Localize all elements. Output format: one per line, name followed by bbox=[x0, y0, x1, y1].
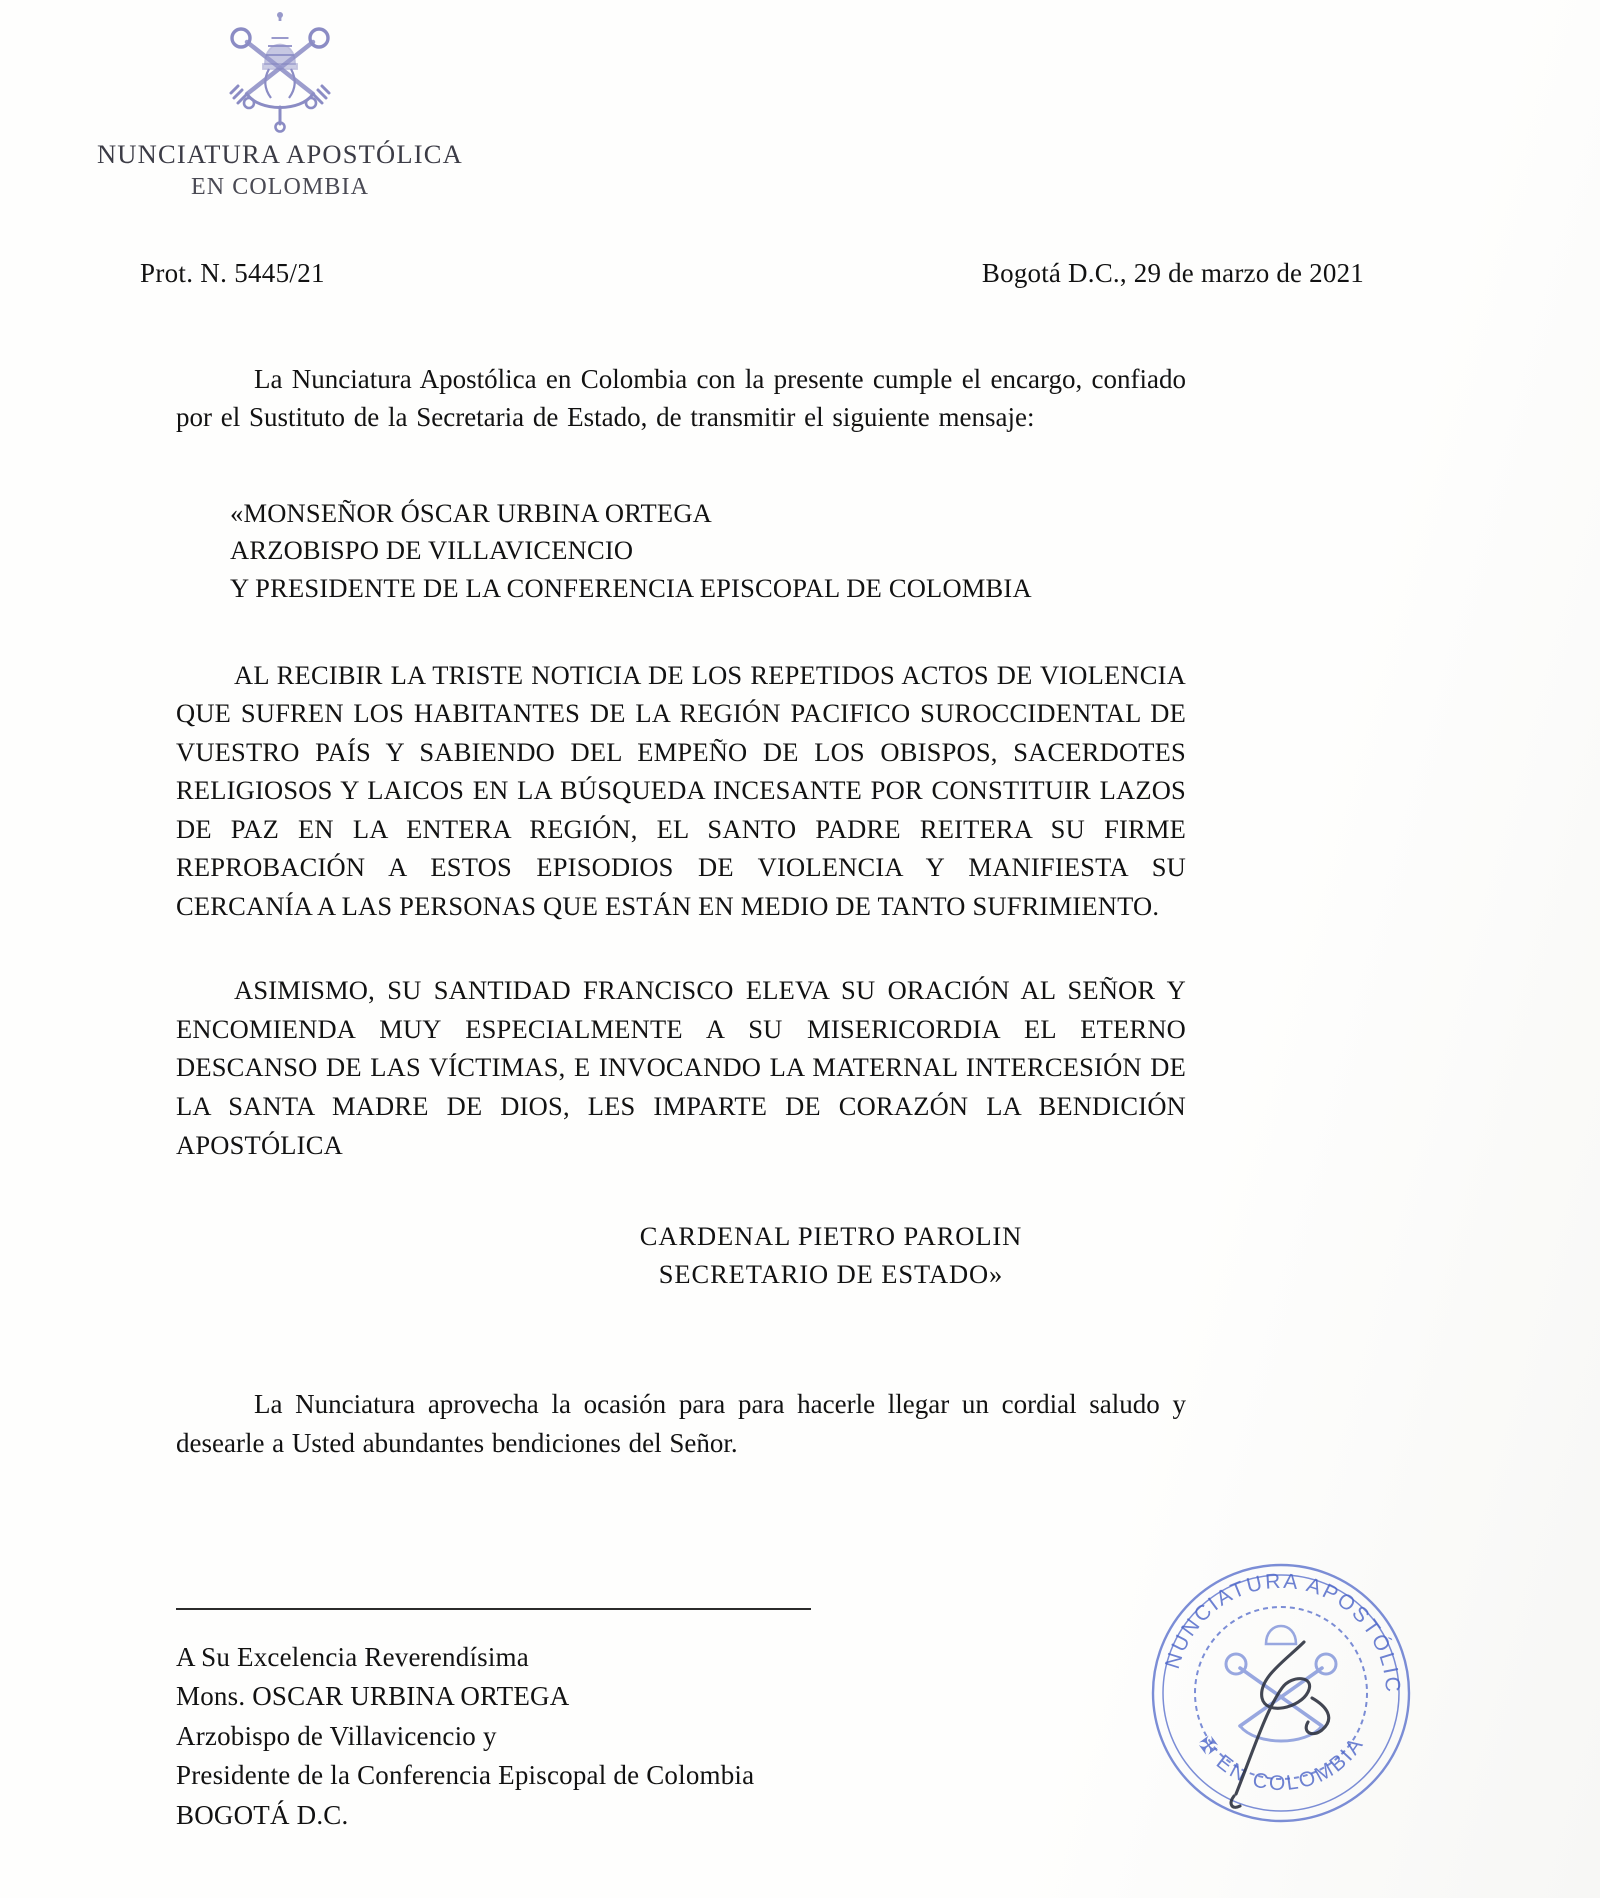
addressee-line-3: Arzobispo de Villavicencio y bbox=[176, 1720, 497, 1751]
signatory-title: SECRETARIO DE ESTADO» bbox=[658, 1258, 1004, 1289]
official-seal-stamp-icon bbox=[1127, 1530, 1426, 1838]
signatory-name: CARDENAL PIETRO PAROLIN bbox=[639, 1221, 1023, 1252]
closing-paragraph: La Nunciatura aprovecha la ocasión para para hacerle llegar un cordial saludo y desearle a Usted abundantes bendiciones del Señor. bbox=[176, 1389, 1186, 1458]
intro-paragraph: La Nunciatura Apostólica en Colombia con la presente cumple el encargo, confiado por el Sustituto de la Secretaria de Estado, de transmitir el siguiente mensaje: bbox=[176, 364, 1186, 433]
message-paragraph-1: AL RECIBIR LA TRISTE NOTICIA DE LOS REPETIDOS ACTOS DE VIOLENCIA QUE SUFREN LOS HABITANTES DE LA REGIÓN PACIFICO SUROCCIDENTAL DE VUESTRO PAÍS Y SABIENDO DEL EMPEÑO DE LOS OBISPOS, SACERDOTES RELIGIOSOS Y LAICOS EN LA BÚSQUEDA INCESANTE POR CONSTITUIR LAZOS DE PAZ EN LA ENTERA REGIÓN, EL SANTO PADRE REITERA SU FIRME REPROBACIÓN A ESTOS EPISODIOS DE VIOLENCIA Y MANIFIESTA SU CERCANÍA A LAS PERSONAS QUE ESTÁN EN MEDIO DE TANTO SUFRIMIENTO. bbox=[176, 659, 1186, 921]
protocol-date-row bbox=[140, 258, 1460, 289]
letter-body bbox=[176, 360, 1186, 1462]
addressee-line-2: Mons. OSCAR URBINA ORTEGA bbox=[176, 1681, 570, 1712]
protocol-number: Prot. N. 5445/21 bbox=[140, 258, 325, 288]
letterhead-line-2: EN COLOMBIA bbox=[190, 174, 370, 200]
recipient-line-2: ARZOBISPO DE VILLAVICENCIO bbox=[230, 535, 634, 566]
seal-text-top: NUNCIATURA APOSTÓLICA bbox=[1127, 1530, 1405, 1696]
addressee-line-5: BOGOTÁ D.C. bbox=[176, 1799, 349, 1830]
message-paragraph-2: ASIMISMO, SU SANTIDAD FRANCISCO ELEVA SU ORACIÓN AL SEÑOR Y ENCOMIENDA MUY ESPECIALMENTE A SU MISERICORDIA EL ETERNO DESCANSO DE LAS VÍCTIMAS, E INVOCANDO LA MATERNAL INTERCESIÓN DE LA SANTA MADRE DE DIOS, LES IMPARTE DE CORAZÓN LA BENDICIÓN APOSTÓLICA bbox=[176, 975, 1186, 1160]
recipient-block bbox=[230, 495, 1186, 608]
recipient-line-3: Y PRESIDENTE DE LA CONFERENCIA EPISCOPAL DE COLOMBIA bbox=[230, 572, 1032, 603]
place-and-date: Bogotá D.C., 29 de marzo de 2021 bbox=[981, 258, 1364, 288]
addressee-line-1: A Su Excelencia Reverendísima bbox=[176, 1642, 529, 1672]
papal-coat-of-arms-icon bbox=[185, 8, 375, 133]
addressee-line-4: Presidente de la Conferencia Episcopal de Colombia bbox=[176, 1760, 755, 1791]
footer-divider bbox=[176, 1608, 811, 1610]
seal-text-bottom: ✠ EN COLOMBIA bbox=[1193, 1731, 1369, 1796]
recipient-line-1: «MONSEÑOR ÓSCAR URBINA ORTEGA bbox=[230, 497, 712, 528]
letterhead bbox=[0, 8, 560, 201]
letterhead-line-1: NUNCIATURA APOSTÓLICA bbox=[96, 139, 464, 169]
addressee-block bbox=[176, 1638, 754, 1835]
signatory-block bbox=[176, 1218, 1186, 1293]
